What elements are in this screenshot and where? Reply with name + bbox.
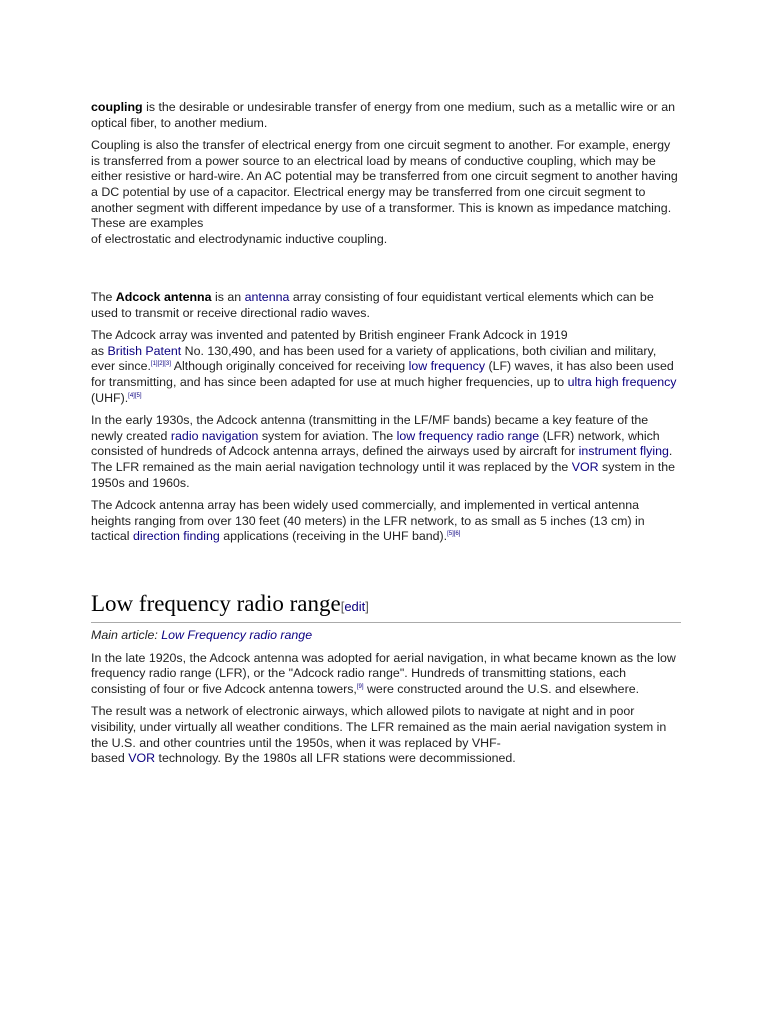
adcock-section <box>91 290 681 552</box>
coupling-paragraph-2 <box>91 138 681 247</box>
link-instrument-flying[interactable]: instrument flying <box>578 444 669 459</box>
coupling-section <box>91 100 681 254</box>
adcock-p3-text: system in the 1950s and 1960s. <box>91 459 676 490</box>
link-british-patent[interactable]: British Patent <box>107 343 182 358</box>
adcock-p2-text: Although originally conceived for receiving <box>170 359 409 374</box>
coupling-p1-text: is the desirable or undesirable transfer of energy from one medium, such as a metallic wire or an optical fiber, to another medium. <box>91 100 675 130</box>
section-heading <box>91 590 681 623</box>
citation-group <box>128 393 141 399</box>
adcock-p4-text: The Adcock antenna array has been widely used commercially, and implemented in vertical antenna heights ranging from over 130 feet (40 meters) in the LFR network, to as small as 5 inches (13 cm) in tactical <box>91 498 645 544</box>
link-ultra-high-frequency[interactable]: ultra high frequency <box>567 374 677 389</box>
link-vor[interactable]: VOR <box>128 751 156 766</box>
lfr-p2-text: technology. By the 1980s all LFR stations were decommissioned. <box>155 751 516 766</box>
citation-9[interactable]: [9] <box>356 683 364 690</box>
adcock-term: Adcock antenna <box>115 290 212 304</box>
link-low-frequency[interactable]: low frequency <box>408 359 486 374</box>
edit-bracket-open: [ <box>340 599 345 614</box>
adcock-p2-text: (UHF). <box>91 390 129 405</box>
link-low-frequency-radio-range[interactable]: low frequency radio range <box>396 428 540 443</box>
citation-group <box>447 531 460 537</box>
edit-section <box>341 599 369 614</box>
citation-5[interactable]: [5] <box>134 392 142 399</box>
lfr-paragraph-2 <box>91 704 681 766</box>
hatnote-prefix: Main article: <box>91 628 162 642</box>
citation-4[interactable]: [4] <box>128 392 135 399</box>
edit-link[interactable]: edit <box>344 599 366 614</box>
section-heading-text: Low frequency radio range <box>91 591 341 616</box>
edit-bracket-close: ] <box>365 599 369 614</box>
citation-group <box>151 361 171 367</box>
citation-group <box>357 684 364 690</box>
adcock-p2-text: The Adcock array was invented and patented by British engineer Frank Adcock in 1919 <box>91 328 568 343</box>
coupling-term: coupling <box>91 100 143 114</box>
hatnote <box>91 628 681 644</box>
lfr-p2-text: based <box>91 751 129 766</box>
lfr-p1-text: In the late 1920s, the Adcock antenna was adopted for aerial navigation, in what became known as the low frequency radio range (LFR), or the "Adcock radio range". Hundreds of transmitting stations, each consisting of four or five Adcock antenna towers, <box>91 650 676 696</box>
adcock-paragraph-4 <box>91 498 681 545</box>
link-antenna[interactable]: antenna <box>244 290 290 304</box>
citation-1[interactable]: [1] <box>150 361 158 368</box>
citation-6[interactable]: [6] <box>453 531 461 538</box>
lfr-p1-text: were constructed around the U.S. and elsewhere. <box>363 681 640 696</box>
adcock-p1-text: The <box>91 290 116 304</box>
link-radio-navigation[interactable]: radio navigation <box>170 428 259 443</box>
lfr-p2-text: The result was a network of electronic airways, which allowed pilots to navigate at night and in poor visibility, under virtually all weather conditions. The LFR remained as the main aerial navigation system in the U.S. and other countries until the 1950s, when it was replaced by VHF- <box>91 704 667 750</box>
adcock-p2-text: No. 130,490, and has been used for a variety of applications, both civilian and military, ever since. <box>91 343 657 374</box>
coupling-paragraph-1 <box>91 100 681 131</box>
adcock-paragraph-3 <box>91 413 681 491</box>
coupling-p2-text: Coupling is also the transfer of electrical energy from one circuit segment to another. For example, energy is transferred from a power source to an electrical load by means of conductive coupling, which may be either resistive or hard-wire. An AC potential may be transferred from one circuit segment to another having a DC potential by use of a capacitor. Electrical energy may be transferred from one circuit segment to another segment with different impedance by use of a transformer. This is known as impedance matching. These are examples <box>91 138 678 231</box>
adcock-p4-text: applications (receiving in the UHF band). <box>219 529 448 544</box>
coupling-p2-text-end: of electrostatic and electrodynamic inductive coupling. <box>91 231 388 246</box>
adcock-p3-text: (LFR) network, which consisted of hundreds of Adcock antenna arrays, defined the airways used by aircraft for <box>91 428 660 459</box>
adcock-paragraph-1 <box>91 290 681 321</box>
adcock-p2-text: as <box>91 343 108 358</box>
adcock-p1-text: is an <box>211 290 245 304</box>
adcock-paragraph-2 <box>91 328 681 406</box>
link-main-article[interactable]: Low Frequency radio range <box>161 628 313 642</box>
citation-3[interactable]: [3] <box>164 361 171 368</box>
adcock-p3-text: In the early 1930s, the Adcock antenna (transmitting in the LF/MF bands) became a key feature of the newly created <box>91 413 649 443</box>
citation-5b[interactable]: [5] <box>447 531 454 538</box>
citation-2[interactable]: [2] <box>157 361 165 368</box>
link-vor[interactable]: VOR <box>571 459 599 474</box>
lfr-section <box>91 590 681 774</box>
adcock-p1-text: array consisting of four equidistant vertical elements which can be used to transmit or receive directional radio waves. <box>91 290 654 320</box>
link-direction-finding[interactable]: direction finding <box>133 529 220 544</box>
adcock-p3-text: system for aviation. The <box>258 428 397 443</box>
lfr-paragraph-1 <box>91 651 681 698</box>
adcock-p2-text: (LF) waves, it has also been used for transmitting, and has since been adapted for use at much higher frequencies, up to <box>91 359 674 389</box>
adcock-p3-text: . The LFR remained as the main aerial navigation technology until it was replaced by the <box>91 444 673 474</box>
